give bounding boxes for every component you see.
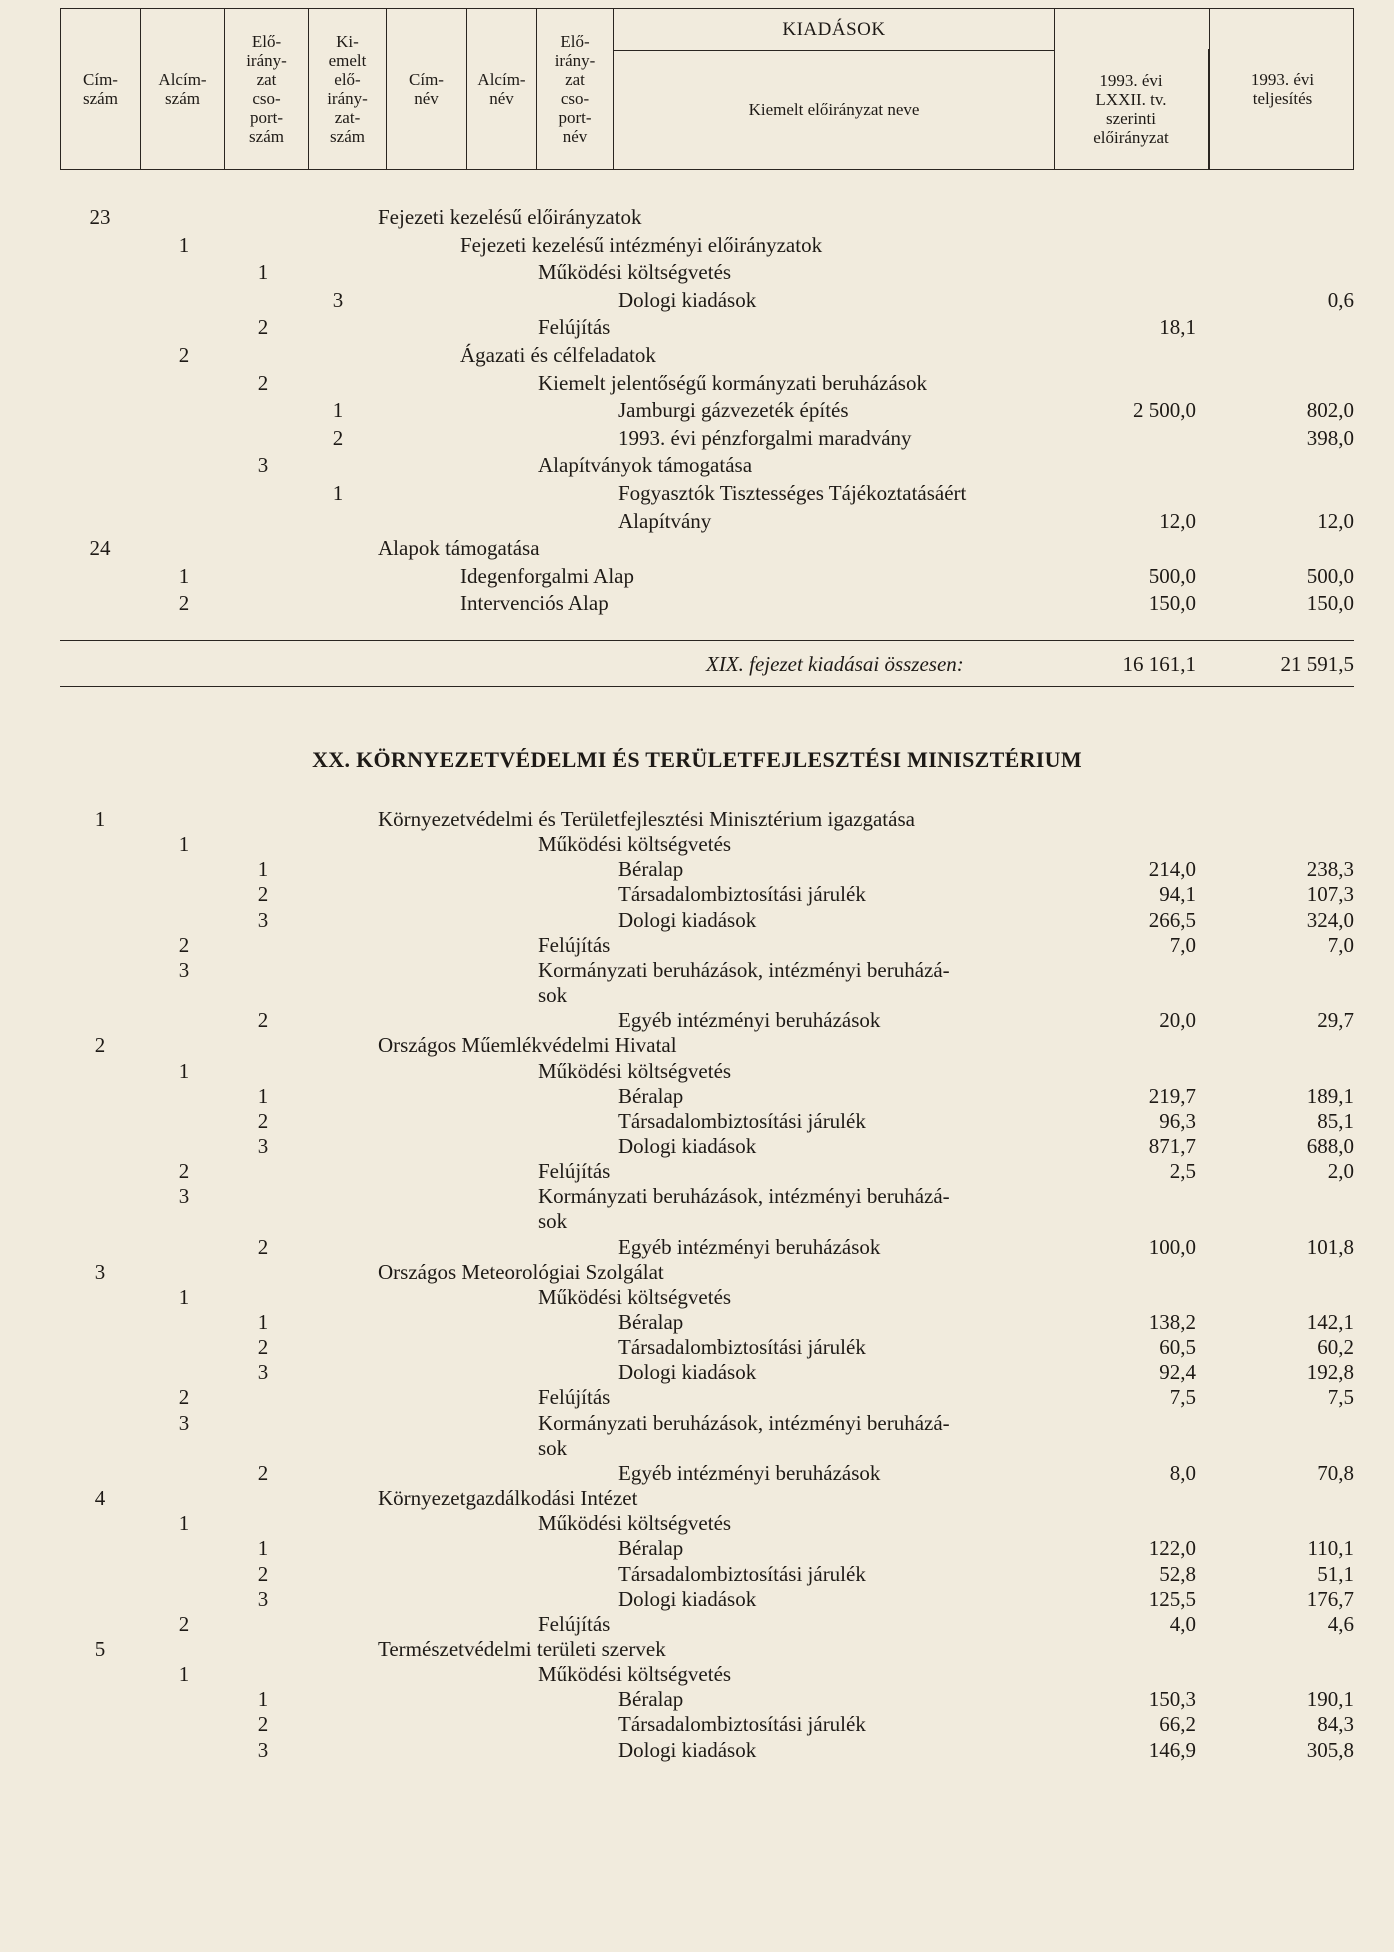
cell-name: Ágazati és célfeladatok bbox=[460, 343, 656, 367]
cell-name: Felújítás bbox=[538, 1385, 611, 1410]
cell-csoportszam: 2 bbox=[257, 315, 269, 340]
cell-name: Társadalombiztosítási járulék bbox=[618, 882, 866, 907]
cell-name: Kormányzati beruházások, intézményi beruházá- bbox=[538, 1184, 950, 1209]
cell-alcimszam: 2 bbox=[178, 932, 190, 957]
cell-teljesites: 398,0 bbox=[1306, 425, 1354, 450]
cell-csoportszam: 3 bbox=[257, 453, 269, 478]
cell-teljesites: 101,8 bbox=[1306, 1234, 1354, 1259]
table-row bbox=[0, 451, 1394, 479]
cell-eloiranyzat: 92,4 bbox=[1159, 1360, 1196, 1385]
cell-csoportszam: 2 bbox=[257, 370, 269, 395]
table-row bbox=[0, 1610, 1394, 1638]
header-eloiranyzat-csoportnev: Elő- irány- zat cso- port- név bbox=[537, 9, 614, 169]
cell-name: Fejezeti kezelésű előirányzatok bbox=[378, 205, 642, 229]
header-cimnev: Cím- név bbox=[387, 9, 467, 169]
cell-eloiranyzat: 500,0 bbox=[1148, 563, 1196, 588]
total-rule-top bbox=[60, 640, 1354, 641]
cell-eloiranyzat: 2 500,0 bbox=[1133, 398, 1196, 423]
cell-eloiranyzat: 8,0 bbox=[1169, 1460, 1196, 1485]
cell-name: Működési költségvetés bbox=[538, 1284, 732, 1309]
cell-name: Dologi kiadások bbox=[618, 287, 757, 312]
cell-name: Felújítás bbox=[538, 1159, 611, 1184]
table-row bbox=[0, 507, 1394, 535]
cell-name: Természetvédelmi területi szervek bbox=[378, 1636, 666, 1661]
cell-teljesites: 0,6 bbox=[1327, 287, 1354, 312]
cell-teljesites: 238,3 bbox=[1306, 857, 1354, 882]
table-row bbox=[0, 855, 1394, 883]
cell-teljesites: 107,3 bbox=[1306, 882, 1354, 907]
cell-name: Alapítványok támogatása bbox=[538, 453, 753, 478]
table-row bbox=[0, 1233, 1394, 1261]
cell-eloiranyzat: 266,5 bbox=[1148, 907, 1196, 932]
cell-alcimszam: 3 bbox=[178, 1410, 190, 1435]
cell-teljesites: 189,1 bbox=[1306, 1083, 1354, 1108]
cell-name: Dologi kiadások bbox=[618, 907, 757, 932]
cell-alcimszam: 1 bbox=[178, 1058, 190, 1083]
cell-csoportszam: 1 bbox=[257, 1687, 269, 1712]
cell-name: Társadalombiztosítási járulék bbox=[618, 1108, 866, 1133]
cell-cimszam: 24 bbox=[89, 536, 111, 561]
table-row bbox=[0, 1534, 1394, 1562]
table-row bbox=[0, 1283, 1394, 1311]
table-row bbox=[0, 313, 1394, 341]
cell-name: Működési költségvetés bbox=[538, 1511, 732, 1536]
cell-name: Társadalombiztosítási járulék bbox=[618, 1335, 866, 1360]
cell-csoportszam: 3 bbox=[257, 1737, 269, 1762]
cell-name: Működési költségvetés bbox=[538, 832, 732, 857]
table-row bbox=[0, 1409, 1394, 1437]
cell-teljesites: 324,0 bbox=[1306, 907, 1354, 932]
table-row bbox=[0, 1006, 1394, 1034]
table-row bbox=[0, 1560, 1394, 1588]
cell-csoportszam: 1 bbox=[257, 1536, 269, 1561]
cell-eloiranyzat: 146,9 bbox=[1148, 1737, 1196, 1762]
cell-eloiranyzat: 214,0 bbox=[1148, 857, 1196, 882]
cell-name: Jamburgi gázvezeték építés bbox=[618, 398, 849, 423]
cell-eloiranyzat: 60,5 bbox=[1159, 1335, 1196, 1360]
table-row bbox=[0, 1635, 1394, 1663]
header-cimszam: Cím- szám bbox=[61, 9, 141, 169]
cell-eloiranyzat: 4,0 bbox=[1169, 1611, 1196, 1636]
table-row bbox=[0, 1736, 1394, 1764]
cell-alcimszam: 3 bbox=[178, 1184, 190, 1209]
table-row bbox=[0, 1585, 1394, 1613]
cell-csoportszam: 1 bbox=[257, 857, 269, 882]
cell-name: Országos Meteorológiai Szolgálat bbox=[378, 1259, 664, 1284]
cell-teljesites: 51,1 bbox=[1317, 1561, 1354, 1586]
cell-eloiranyzat: 52,8 bbox=[1159, 1561, 1196, 1586]
cell-teljesites: 305,8 bbox=[1306, 1737, 1354, 1762]
section-title: XX. KÖRNYEZETVÉDELMI ÉS TERÜLETFEJLESZTÉSI MINISZTÉRIUM bbox=[312, 747, 1082, 772]
cell-csoportszam: 2 bbox=[257, 1712, 269, 1737]
cell-alcimszam: 3 bbox=[178, 957, 190, 982]
cell-eloiranyzat: 20,0 bbox=[1159, 1008, 1196, 1033]
cell-csoportszam: 2 bbox=[257, 1460, 269, 1485]
cell-kiemelt-szam: 1 bbox=[332, 398, 344, 423]
cell-alcimszam: 2 bbox=[178, 1159, 190, 1184]
cell-eloiranyzat: 18,1 bbox=[1159, 315, 1196, 340]
cell-csoportszam: 2 bbox=[257, 1108, 269, 1133]
cell-cimszam: 5 bbox=[94, 1636, 106, 1661]
cell-alcimszam: 2 bbox=[178, 343, 190, 367]
cell-alcimszam: 1 bbox=[178, 563, 190, 588]
cell-eloiranyzat: 150,3 bbox=[1148, 1687, 1196, 1712]
cell-name: sok bbox=[538, 983, 568, 1008]
cell-eloiranyzat: 100,0 bbox=[1148, 1234, 1196, 1259]
cell-alcimszam: 1 bbox=[178, 1284, 190, 1309]
table-row bbox=[0, 1107, 1394, 1135]
table-row bbox=[0, 589, 1394, 617]
cell-eloiranyzat: 7,0 bbox=[1169, 932, 1196, 957]
table-row bbox=[0, 880, 1394, 908]
table-row bbox=[0, 286, 1394, 314]
table-row bbox=[0, 369, 1394, 397]
cell-teljesites: 500,0 bbox=[1306, 563, 1354, 588]
cell-name: Alapok támogatása bbox=[378, 536, 540, 561]
table-row bbox=[0, 1509, 1394, 1537]
cell-teljesites: 12,0 bbox=[1317, 508, 1354, 533]
table-row bbox=[0, 1434, 1394, 1462]
table-row bbox=[0, 1660, 1394, 1688]
table-header bbox=[60, 8, 1354, 170]
table-row bbox=[0, 341, 1394, 369]
cell-eloiranyzat: 96,3 bbox=[1159, 1108, 1196, 1133]
cell-name: Társadalombiztosítási járulék bbox=[618, 1712, 866, 1737]
cell-csoportszam: 3 bbox=[257, 1360, 269, 1385]
table-row bbox=[0, 1057, 1394, 1085]
cell-alcimszam: 2 bbox=[178, 1385, 190, 1410]
table-row bbox=[0, 1132, 1394, 1160]
cell-name: Egyéb intézményi beruházások bbox=[618, 1008, 881, 1033]
cell-teljesites: 802,0 bbox=[1306, 398, 1354, 423]
cell-name: Béralap bbox=[618, 1687, 684, 1712]
table-row bbox=[0, 830, 1394, 858]
cell-teljesites: 2,0 bbox=[1327, 1159, 1354, 1184]
table-row bbox=[0, 396, 1394, 424]
total-rule-bottom bbox=[60, 686, 1354, 687]
cell-teljesites: 7,0 bbox=[1327, 932, 1354, 957]
cell-teljesites: 150,0 bbox=[1306, 591, 1354, 616]
cell-teljesites: 110,1 bbox=[1307, 1536, 1354, 1561]
cell-alcimszam: 2 bbox=[178, 591, 190, 616]
cell-eloiranyzat: 125,5 bbox=[1148, 1586, 1196, 1611]
total-row bbox=[0, 650, 1394, 678]
cell-name: Működési költségvetés bbox=[538, 1662, 732, 1687]
cell-eloiranyzat: 94,1 bbox=[1159, 882, 1196, 907]
table-row bbox=[0, 1258, 1394, 1286]
cell-cimszam: 4 bbox=[94, 1486, 106, 1511]
table-row bbox=[0, 1031, 1394, 1059]
cell-csoportszam: 3 bbox=[257, 1586, 269, 1611]
cell-name: Kormányzati beruházások, intézményi beruházá- bbox=[538, 1410, 950, 1435]
cell-kiemelt-szam: 3 bbox=[332, 287, 344, 312]
cell-name: Környezetgazdálkodási Intézet bbox=[378, 1486, 638, 1511]
table-row bbox=[0, 258, 1394, 286]
cell-teljesites: 688,0 bbox=[1306, 1133, 1354, 1158]
header-teljesites: 1993. évi teljesítés bbox=[1209, 9, 1355, 169]
header-eloiranyzat: 1993. évi LXXII. tv. szerinti előirányzat bbox=[1054, 49, 1209, 169]
table-row bbox=[0, 805, 1394, 833]
table-row bbox=[0, 203, 1394, 231]
cell-csoportszam: 1 bbox=[257, 1083, 269, 1108]
cell-name: Dologi kiadások bbox=[618, 1360, 757, 1385]
table-row bbox=[0, 1207, 1394, 1235]
table-row bbox=[0, 231, 1394, 259]
table-row bbox=[0, 1685, 1394, 1713]
cell-teljesites: 176,7 bbox=[1306, 1586, 1354, 1611]
table-row bbox=[0, 1358, 1394, 1386]
cell-name: 1993. évi pénzforgalmi maradvány bbox=[618, 425, 912, 450]
table-row bbox=[0, 562, 1394, 590]
cell-cimszam: 3 bbox=[94, 1259, 106, 1284]
cell-csoportszam: 2 bbox=[257, 1234, 269, 1259]
cell-cimszam: 2 bbox=[94, 1033, 106, 1058]
cell-eloiranyzat: 219,7 bbox=[1148, 1083, 1196, 1108]
cell-cimszam: 1 bbox=[94, 807, 106, 831]
cell-eloiranyzat: 138,2 bbox=[1148, 1310, 1196, 1334]
cell-alcimszam: 1 bbox=[178, 1662, 190, 1687]
cell-name: Dologi kiadások bbox=[618, 1737, 757, 1762]
cell-name: Intervenciós Alap bbox=[460, 591, 609, 616]
table-row bbox=[0, 906, 1394, 934]
cell-name: Béralap bbox=[618, 1310, 684, 1334]
cell-kiemelt-szam: 1 bbox=[332, 481, 344, 505]
cell-alcimszam: 1 bbox=[178, 832, 190, 857]
header-kiemelt-nev: Kiemelt előirányzat neve bbox=[748, 100, 920, 119]
cell-name: sok bbox=[538, 1435, 568, 1460]
cell-teljesites: 70,8 bbox=[1317, 1460, 1354, 1485]
cell-name: Béralap bbox=[618, 1536, 684, 1561]
cell-name: Kiemelt jelentőségű kormányzati beruházások bbox=[538, 370, 927, 395]
cell-name: Felújítás bbox=[538, 932, 611, 957]
cell-eloiranyzat: 871,7 bbox=[1148, 1133, 1196, 1158]
cell-csoportszam: 2 bbox=[257, 1008, 269, 1033]
cell-name: Béralap bbox=[618, 857, 684, 882]
cell-name: Környezetvédelmi és Területfejlesztési Minisztérium igazgatása bbox=[378, 807, 915, 831]
header-eloiranyzat-csoportszam: Elő- irány- zat cso- port- szám bbox=[225, 9, 309, 169]
cell-name: Működési költségvetés bbox=[538, 260, 732, 285]
cell-csoportszam: 1 bbox=[257, 260, 269, 285]
cell-teljesites: 4,6 bbox=[1327, 1611, 1354, 1636]
table-row bbox=[0, 1333, 1394, 1361]
cell-name: Alapítvány bbox=[618, 508, 712, 533]
table-row bbox=[0, 1383, 1394, 1411]
cell-csoportszam: 2 bbox=[257, 1561, 269, 1586]
table-row bbox=[0, 1082, 1394, 1110]
cell-eloiranyzat: 7,5 bbox=[1169, 1385, 1196, 1410]
cell-csoportszam: 2 bbox=[257, 1335, 269, 1360]
cell-name: Idegenforgalmi Alap bbox=[460, 563, 634, 588]
cell-name: Felújítás bbox=[538, 315, 611, 340]
cell-name: Egyéb intézményi beruházások bbox=[618, 1234, 881, 1259]
cell-eloiranyzat: 2,5 bbox=[1169, 1159, 1196, 1184]
cell-name: Működési költségvetés bbox=[538, 1058, 732, 1083]
cell-kiemelt-szam: 2 bbox=[332, 425, 344, 450]
cell-eloiranyzat: 66,2 bbox=[1159, 1712, 1196, 1737]
header-kiadasok: KIADÁSOK bbox=[614, 9, 1054, 51]
cell-name: Fogyasztók Tisztességes Tájékoztatásáért bbox=[618, 481, 967, 505]
cell-csoportszam: 1 bbox=[257, 1310, 269, 1334]
cell-name: Fejezeti kezelésű intézményi előirányzatok bbox=[460, 232, 823, 257]
table-row bbox=[0, 479, 1394, 507]
header-alcimnev: Alcím- név bbox=[467, 9, 537, 169]
cell-name: Egyéb intézményi beruházások bbox=[618, 1460, 881, 1485]
cell-eloiranyzat: 12,0 bbox=[1159, 508, 1196, 533]
cell-name: Dologi kiadások bbox=[618, 1133, 757, 1158]
table-row bbox=[0, 1157, 1394, 1185]
table-row bbox=[0, 1459, 1394, 1487]
cell-name: Dologi kiadások bbox=[618, 1586, 757, 1611]
cell-teljesites: 29,7 bbox=[1317, 1008, 1354, 1033]
table-row bbox=[0, 1182, 1394, 1210]
cell-teljesites: 84,3 bbox=[1317, 1712, 1354, 1737]
header-alcimszam: Alcím- szám bbox=[141, 9, 225, 169]
cell-teljesites: 60,2 bbox=[1317, 1335, 1354, 1360]
table-row bbox=[0, 1484, 1394, 1512]
total-eloiranyzat: 16 161,1 bbox=[1122, 652, 1196, 676]
cell-alcimszam: 1 bbox=[178, 232, 190, 257]
cell-csoportszam: 2 bbox=[257, 882, 269, 907]
total-teljesites: 21 591,5 bbox=[1280, 652, 1354, 676]
cell-name: Kormányzati beruházások, intézményi beruházá- bbox=[538, 957, 950, 982]
cell-teljesites: 85,1 bbox=[1317, 1108, 1354, 1133]
cell-eloiranyzat: 122,0 bbox=[1148, 1536, 1196, 1561]
total-label: XIX. fejezet kiadásai összesen: bbox=[706, 652, 964, 676]
cell-name: Országos Műemlékvédelmi Hivatal bbox=[378, 1033, 677, 1058]
table-row bbox=[0, 424, 1394, 452]
cell-name: sok bbox=[538, 1209, 568, 1234]
cell-name: Felújítás bbox=[538, 1611, 611, 1636]
cell-name: Társadalombiztosítási járulék bbox=[618, 1561, 866, 1586]
table-row bbox=[0, 534, 1394, 562]
cell-teljesites: 192,8 bbox=[1306, 1360, 1354, 1385]
table-row bbox=[0, 1308, 1394, 1336]
table-row bbox=[0, 931, 1394, 959]
cell-teljesites: 7,5 bbox=[1327, 1385, 1354, 1410]
table-row bbox=[0, 981, 1394, 1009]
cell-name: Béralap bbox=[618, 1083, 684, 1108]
cell-teljesites: 142,1 bbox=[1306, 1310, 1354, 1334]
cell-cimszam: 23 bbox=[89, 205, 111, 229]
cell-alcimszam: 2 bbox=[178, 1611, 190, 1636]
table-row bbox=[0, 1710, 1394, 1738]
cell-csoportszam: 3 bbox=[257, 1133, 269, 1158]
cell-teljesites: 190,1 bbox=[1306, 1687, 1354, 1712]
cell-alcimszam: 1 bbox=[178, 1511, 190, 1536]
table-row bbox=[0, 956, 1394, 984]
header-kiemelt-eloiranyzatszam: Ki- emelt elő- irány- zat- szám bbox=[309, 9, 387, 169]
cell-csoportszam: 3 bbox=[257, 907, 269, 932]
cell-eloiranyzat: 150,0 bbox=[1148, 591, 1196, 616]
